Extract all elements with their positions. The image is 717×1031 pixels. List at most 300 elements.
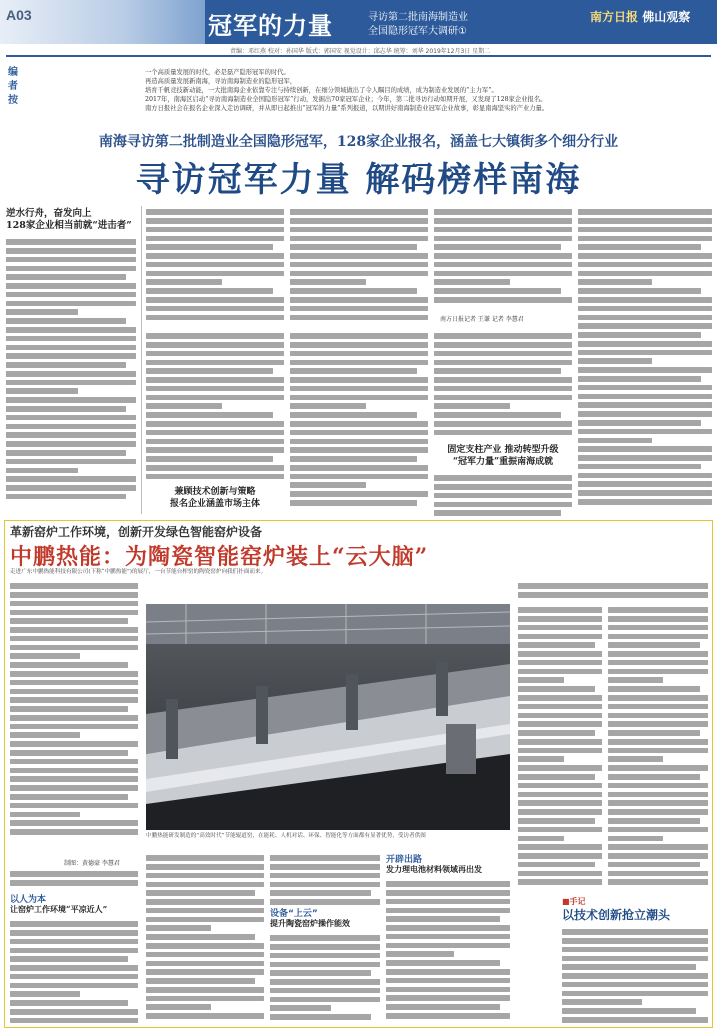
text-line <box>146 315 284 321</box>
text-line <box>608 765 708 771</box>
photo-credit: 制图：黄德豪 李慧君 <box>64 860 120 867</box>
text-line <box>10 956 128 962</box>
text-line <box>608 792 708 798</box>
text-line <box>290 412 417 418</box>
text-line <box>6 274 126 280</box>
text-line <box>290 456 417 462</box>
article-column-2b <box>146 330 284 480</box>
text-line <box>146 456 273 462</box>
text-line <box>608 607 708 613</box>
text-line <box>146 209 284 215</box>
text-line <box>290 227 428 233</box>
text-line <box>518 765 602 771</box>
text-line <box>608 651 708 657</box>
text-line <box>6 485 136 491</box>
text-line <box>518 827 602 833</box>
text-line <box>146 368 273 374</box>
text-line <box>578 358 652 364</box>
text-line <box>562 956 708 962</box>
byline: 南方日报记者 王谦 记者 李慧君 <box>440 316 524 323</box>
text-line <box>146 969 264 975</box>
text-line <box>518 836 564 842</box>
text-line <box>518 583 708 589</box>
article-headline: 寻访冠军力量 解码榜样南海 <box>135 160 582 200</box>
text-line <box>434 412 561 418</box>
text-line <box>608 721 708 727</box>
text-line <box>518 669 602 675</box>
text-line <box>6 397 136 403</box>
text-line <box>608 818 700 824</box>
text-line <box>146 218 284 224</box>
text-line <box>562 1008 696 1014</box>
text-line <box>386 916 500 922</box>
editor-note-tag: 编者按 <box>8 67 18 106</box>
article-column-4a <box>434 206 572 306</box>
text-line <box>290 271 428 277</box>
text-line <box>290 386 428 392</box>
text-line <box>146 1004 211 1010</box>
text-line <box>146 943 264 949</box>
text-line <box>386 969 510 975</box>
text-line <box>146 978 255 984</box>
text-line <box>578 438 652 444</box>
text-line <box>562 991 708 997</box>
text-line <box>578 402 712 408</box>
text-line <box>518 800 602 806</box>
text-line <box>608 669 708 675</box>
text-line <box>518 756 564 762</box>
text-line <box>608 836 663 842</box>
article-column-2a <box>146 206 284 326</box>
column-divider <box>141 206 142 514</box>
text-line <box>608 713 708 719</box>
text-line <box>578 288 701 294</box>
text-line <box>10 1009 138 1015</box>
text-line <box>518 660 602 666</box>
text-line <box>434 484 572 490</box>
text-line <box>146 908 264 914</box>
text-line <box>578 236 712 242</box>
text-line <box>608 625 708 631</box>
feature-subhead: 提升陶瓷窑炉操作能效 <box>270 918 350 928</box>
text-line <box>518 686 595 692</box>
text-line <box>270 873 380 879</box>
text-line <box>146 987 264 993</box>
text-line <box>146 952 264 958</box>
text-line <box>290 333 428 339</box>
text-line <box>270 864 380 870</box>
feature-column-4 <box>518 604 602 890</box>
text-line <box>608 748 708 754</box>
editor-note <box>145 68 705 113</box>
text-line <box>10 759 138 765</box>
text-line <box>608 809 708 815</box>
text-line <box>578 464 701 470</box>
text-line <box>518 818 595 824</box>
notes-title: 以技术创新抢立潮头 <box>562 908 671 922</box>
text-line <box>6 380 136 386</box>
text-line <box>518 871 602 877</box>
article-column-4b <box>434 330 572 440</box>
text-line <box>10 812 80 818</box>
text-line <box>386 1013 510 1019</box>
text-line <box>578 227 712 233</box>
text-line <box>10 706 128 712</box>
feature-subhead-label: 设备“上云” <box>270 909 318 919</box>
text-line <box>386 960 500 966</box>
text-line <box>518 642 595 648</box>
text-line <box>290 430 428 436</box>
text-line <box>562 947 708 953</box>
text-line <box>10 921 138 927</box>
text-line <box>146 899 264 905</box>
text-line <box>146 882 264 888</box>
text-line <box>270 1014 371 1020</box>
text-line <box>146 890 255 896</box>
text-line <box>6 424 136 430</box>
text-line <box>290 403 366 409</box>
text-line <box>608 634 708 640</box>
text-line <box>146 430 284 436</box>
text-line <box>608 677 663 683</box>
text-line <box>10 618 128 624</box>
text-line <box>578 271 712 277</box>
text-line <box>290 342 428 348</box>
text-line <box>518 844 602 850</box>
text-line <box>578 244 701 250</box>
text-line <box>270 962 380 968</box>
article-column-1 <box>6 236 136 512</box>
text-line <box>562 1017 708 1023</box>
text-line <box>562 982 708 988</box>
feature-subhead-label: 开辟出路 <box>386 855 423 865</box>
text-line <box>290 262 428 268</box>
text-line <box>562 929 708 935</box>
text-line <box>562 938 708 944</box>
text-line <box>270 935 380 941</box>
right-subheading: 固定支柱产业 推动转型升级 “冠军力量”重振南海成就 <box>447 445 559 467</box>
text-line <box>6 309 78 315</box>
text-line <box>518 862 595 868</box>
text-line <box>578 209 712 215</box>
kiln-photo <box>146 604 510 830</box>
feature-column-2 <box>146 852 264 1024</box>
editor-note-line: 再造高质量发展新南海，寻访南海制造业的隐形冠军， <box>145 78 297 85</box>
dateline: 责编：邓红燕 校对：孙国华 版式：郭国安 视觉设计：邱志华 统筹：刘华 2019年12月3日 星期二 <box>230 48 491 55</box>
text-line <box>146 297 284 303</box>
text-line <box>10 965 138 971</box>
text-line <box>386 987 510 993</box>
text-line <box>386 908 510 914</box>
text-line <box>10 829 138 835</box>
text-line <box>290 360 428 366</box>
notes-column <box>562 926 708 1024</box>
text-line <box>10 671 138 677</box>
text-line <box>6 336 136 342</box>
text-line <box>10 768 138 774</box>
text-line <box>518 748 602 754</box>
feature-column-3a <box>270 852 380 902</box>
text-line <box>6 371 136 377</box>
text-line <box>146 377 284 383</box>
text-line <box>608 730 700 736</box>
text-line <box>10 636 138 642</box>
text-line <box>386 899 510 905</box>
text-line <box>290 218 428 224</box>
text-line <box>518 739 602 745</box>
text-line <box>290 315 428 321</box>
text-line <box>6 292 136 298</box>
text-line <box>146 1013 264 1019</box>
text-line <box>6 318 126 324</box>
text-line <box>146 306 284 312</box>
text-line <box>578 253 712 259</box>
text-line <box>608 871 708 877</box>
text-line <box>146 925 211 931</box>
text-line <box>10 662 128 668</box>
article-column-3a <box>290 206 428 326</box>
text-line <box>578 279 652 285</box>
text-line <box>578 306 712 312</box>
text-line <box>518 625 602 631</box>
feature-lead-line <box>10 568 267 578</box>
text-line <box>10 741 138 747</box>
text-line <box>10 627 138 633</box>
top-divider <box>6 55 711 57</box>
text-line <box>10 974 138 980</box>
text-line <box>270 979 380 985</box>
text-line <box>6 257 136 263</box>
text-line <box>10 776 138 782</box>
text-line <box>270 1005 331 1011</box>
masthead <box>0 0 717 44</box>
feature-column-3c <box>386 878 510 1024</box>
text-line <box>10 930 138 936</box>
text-line <box>434 510 561 516</box>
text-line <box>434 288 561 294</box>
text-line <box>10 794 128 800</box>
text-line <box>608 774 700 780</box>
text-line <box>290 500 417 506</box>
text-line <box>518 677 564 683</box>
section-subtitle-2: 全国隐形冠军大调研① <box>368 26 467 37</box>
text-line <box>270 855 380 861</box>
text-line <box>6 283 136 289</box>
text-line <box>608 660 708 666</box>
text-line <box>578 332 701 338</box>
text-line <box>562 964 696 970</box>
text-line <box>562 999 642 1005</box>
newspaper-logo <box>590 8 690 25</box>
text-line <box>434 502 572 508</box>
text-line <box>146 855 264 861</box>
text-line <box>518 879 602 885</box>
text-line <box>146 465 284 471</box>
text-line <box>578 394 712 400</box>
text-line <box>10 991 80 997</box>
text-line <box>434 262 572 268</box>
text-line <box>146 996 264 1002</box>
text-line <box>518 721 602 727</box>
section-subtitle-1: 寻访第二批南海制造业 <box>368 12 468 23</box>
text-line <box>10 983 138 989</box>
text-line <box>10 610 138 616</box>
text-line <box>386 934 510 940</box>
text-line <box>562 973 708 979</box>
text-line <box>434 253 572 259</box>
text-line <box>608 783 708 789</box>
text-line <box>290 368 417 374</box>
text-line <box>6 476 136 482</box>
text-line <box>434 377 572 383</box>
feature-lead-text: 走进广东中鹏热能科技有限公司(下称“中鹏热能”)的展厅，一台节能台榨窑的陶瓷窑炉向我们扑面而来。 <box>10 569 267 575</box>
text-line <box>608 642 700 648</box>
text-line <box>270 890 371 896</box>
text-line <box>290 474 428 480</box>
feature-subhead: 让窑炉工作环境“平凉近人” <box>10 904 108 914</box>
text-line <box>6 494 126 500</box>
text-line <box>518 792 602 798</box>
text-line <box>290 253 428 259</box>
text-line <box>290 439 428 445</box>
text-line <box>146 386 284 392</box>
text-line <box>290 421 428 427</box>
text-line <box>290 288 417 294</box>
text-line <box>10 592 138 598</box>
text-line <box>290 306 428 312</box>
text-line <box>10 1000 128 1006</box>
text-line <box>434 430 572 436</box>
text-line <box>518 695 602 701</box>
text-line <box>290 244 417 250</box>
text-line <box>578 323 712 329</box>
text-line <box>578 262 712 268</box>
text-line <box>434 403 510 409</box>
text-line <box>146 253 284 259</box>
text-line <box>270 970 371 976</box>
text-line <box>146 447 284 453</box>
text-line <box>608 686 700 692</box>
text-line <box>290 491 428 497</box>
text-line <box>290 482 366 488</box>
text-line <box>10 697 138 703</box>
text-line <box>10 785 138 791</box>
text-line <box>270 953 380 959</box>
text-line <box>10 715 138 721</box>
text-line <box>146 288 273 294</box>
text-line <box>434 297 572 303</box>
text-line <box>146 474 284 480</box>
text-line <box>386 881 510 887</box>
text-line <box>146 864 264 870</box>
text-line <box>386 925 510 931</box>
feature-subhead-label: 以人为本 <box>10 895 47 905</box>
text-line <box>578 341 712 347</box>
text-line <box>270 899 380 905</box>
text-line <box>10 645 138 651</box>
text-line <box>386 951 454 957</box>
text-line <box>578 490 712 496</box>
text-line <box>434 493 572 499</box>
text-line <box>146 360 284 366</box>
text-line <box>6 459 136 465</box>
text-line <box>434 386 572 392</box>
text-line <box>270 882 380 888</box>
text-line <box>518 634 602 640</box>
text-line <box>146 227 284 233</box>
text-line <box>10 1018 138 1024</box>
left-lead-heading: 逆水行舟，奋发向上 128家企业相当前就“进击者” <box>6 208 132 231</box>
text-line <box>434 333 572 339</box>
text-line <box>578 481 712 487</box>
text-line <box>6 248 136 254</box>
text-line <box>434 271 572 277</box>
text-line <box>608 616 708 622</box>
text-line <box>518 730 595 736</box>
feature-headline: 中鹏热能：为陶瓷智能窑炉装上“云大脑” <box>10 544 429 570</box>
feature-column-1c <box>10 918 138 1024</box>
text-line <box>578 446 712 452</box>
text-line <box>270 944 380 950</box>
text-line <box>6 450 126 456</box>
logo-section: 佛山观察 <box>642 10 691 24</box>
text-line <box>434 279 510 285</box>
editor-note-line: 2017年，南海区启动“寻访南海制造业全国隐形冠军”行动，发掘出70家冠军企业；今年，第二批寻访行动如期开展，又发现了128家企业报名。 <box>145 96 547 103</box>
text-line <box>290 351 428 357</box>
text-line <box>434 244 561 250</box>
text-line <box>10 689 138 695</box>
text-line <box>146 421 284 427</box>
text-line <box>6 468 78 474</box>
text-line <box>386 943 510 949</box>
text-line <box>146 439 284 445</box>
text-line <box>434 236 572 242</box>
text-line <box>146 262 284 268</box>
text-line <box>578 376 701 382</box>
text-line <box>578 411 712 417</box>
text-line <box>6 327 136 333</box>
text-line <box>10 724 138 730</box>
text-line <box>434 342 572 348</box>
text-line <box>146 395 284 401</box>
text-line <box>6 406 126 412</box>
text-line <box>434 368 561 374</box>
text-line <box>146 236 284 242</box>
feature-column-5 <box>608 604 708 890</box>
text-line <box>608 853 708 859</box>
text-line <box>434 475 572 481</box>
photo-caption: 中鹏热能研发制造的“高效时代”节能辊道窑，在能耗、人机对话、环保、智能化等方面都有显著优势，受访者供图 <box>146 833 426 839</box>
text-line <box>290 395 428 401</box>
text-line <box>290 465 428 471</box>
editor-note-line: 南方日报社会在报名企业深入走访调研，并从即日起推出“冠军的力量”系列报道，以期讲好南海制造业冠军企业故事，彰显南海坚实的产业力量。 <box>145 105 549 112</box>
text-line <box>518 651 602 657</box>
text-line <box>578 499 712 505</box>
text-line <box>10 750 128 756</box>
text-line <box>6 415 136 421</box>
text-line <box>6 388 78 394</box>
text-line <box>578 218 712 224</box>
text-line <box>578 385 712 391</box>
text-line <box>578 473 712 479</box>
text-line <box>10 803 138 809</box>
text-line <box>146 917 264 923</box>
text-line <box>6 441 136 447</box>
text-line <box>10 871 138 877</box>
text-line <box>518 704 602 710</box>
text-line <box>608 827 708 833</box>
text-line <box>608 756 663 762</box>
